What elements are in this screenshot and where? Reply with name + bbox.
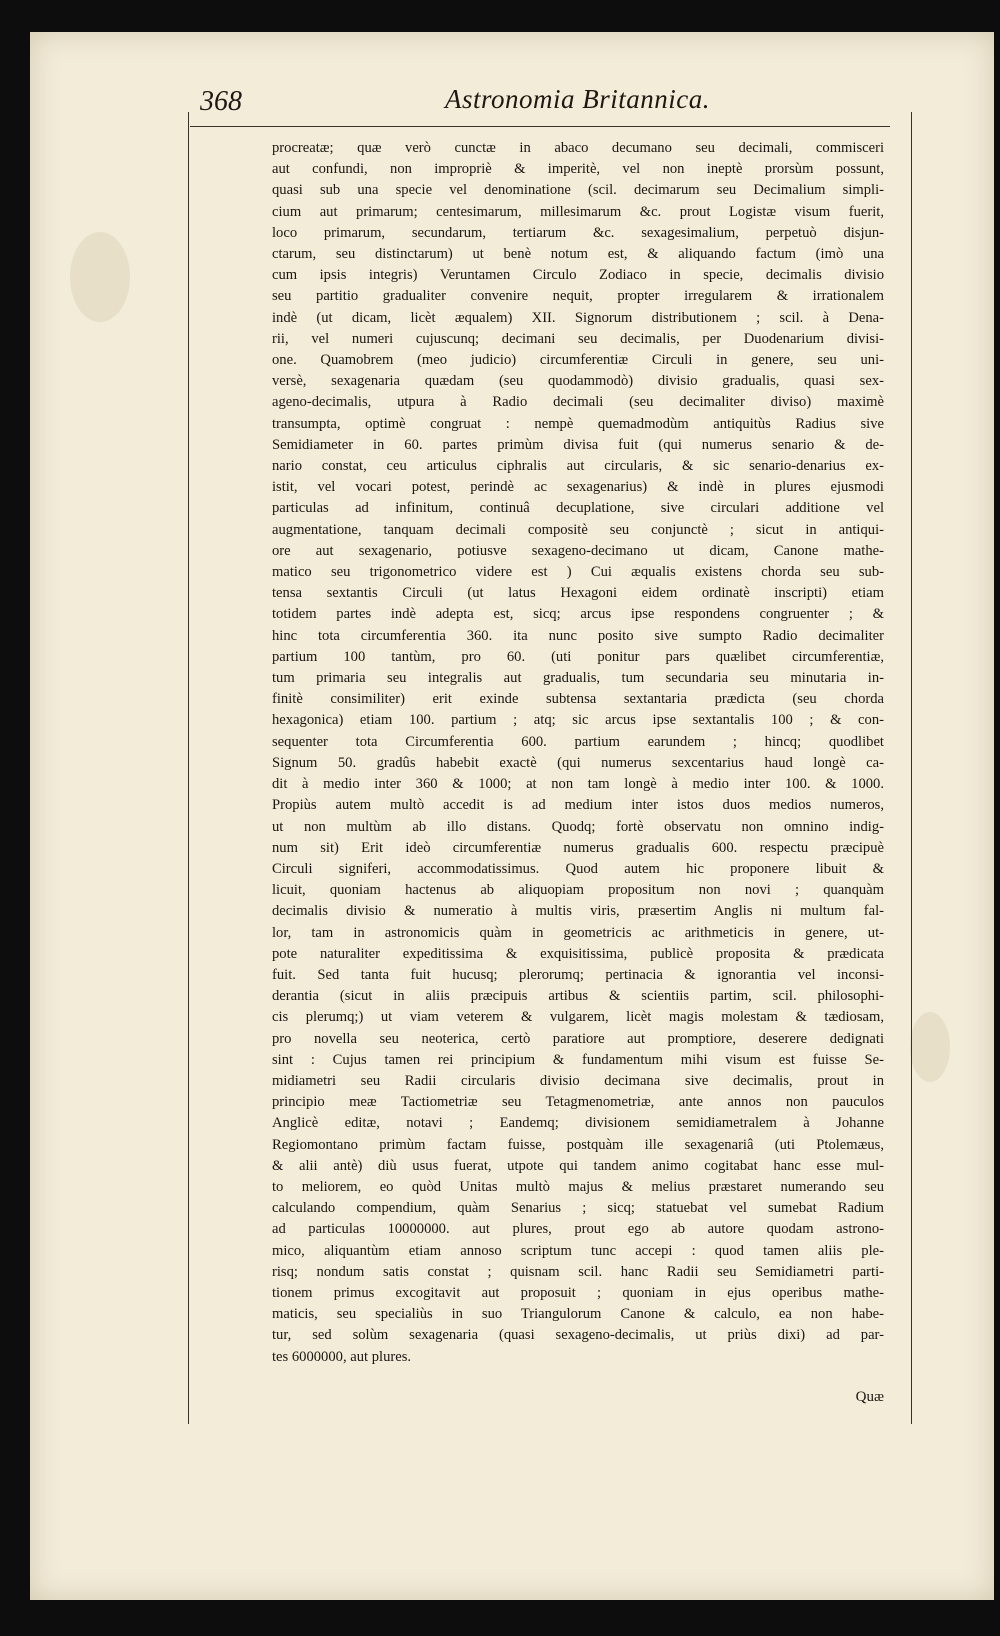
text-line: one. Quamobrem (meo judicio) circumferentiæ Circuli in genere, seu uni-: [272, 352, 884, 369]
text-line: particulas ad infinitum, continuâ decuplatione, sive circulari additione vel: [272, 500, 884, 517]
text-line: istit, vel vocari potest, perindè ac sexagenarius) & indè in plures ejusmodi: [272, 479, 884, 496]
text-line: seu partitio gradualiter convenire nequit, propter irregularem & irrationalem: [272, 288, 884, 305]
text-line: cis plerumq;) ut viam veterem & vulgarem, licèt magis molestam & tædiosam,: [272, 1009, 884, 1026]
text-line: decimalis divisio & numeratio à multis viris, præsertim Anglis ni multum fal-: [272, 903, 884, 920]
text-line: ut non multùm ab illo distans. Quodq; fortè observatu non omnino indig-: [272, 818, 884, 835]
text-line: calculando compendium, quàm Senarius ; sicq; statuebat vel sumebat Radium: [272, 1200, 884, 1217]
text-line: lor, tam in astronomicis quàm in geometricis ac arithmeticis in genere, ut-: [272, 924, 884, 941]
text-line: Propiùs autem multò accedit is ad medium inter istos duos medios numeros,: [272, 797, 884, 814]
text-line: indè (ut dicam, licèt æqualem) XII. Signorum distributionem ; scil. à Dena-: [272, 309, 884, 326]
text-line: ctarum, seu distinctarum) ut benè notum est, & aliquando factum (imò una: [272, 246, 884, 263]
page-header: [190, 78, 890, 128]
page-stain: [70, 232, 130, 322]
header-rule: [190, 126, 890, 127]
text-line: to meliorem, eo quòd Unitas multò majus & melius præstaret numerando seu: [272, 1178, 884, 1195]
text-line: augmentatione, tanquam decimali compositè seu conjunctè ; sicut in antiqui-: [272, 521, 884, 538]
catchword: Quæ: [855, 1389, 884, 1405]
text-line: matico seu trigonometrico videre est ) Cui æqualis existens chorda seu sub-: [272, 564, 884, 581]
text-line: pro novella seu neoterica, certò paratiore aut promptiore, deserere dedignati: [272, 1030, 884, 1047]
text-line: partium 100 tantùm, pro 60. (uti ponitur pars quælibet circumferentiæ,: [272, 648, 884, 665]
text-line: totidem partes indè adepta est, sicq; arcus ipse respondens congruenter ; &: [272, 606, 884, 623]
text-line: Regiomontano primùm factam fuisse, postquàm ille sexagenariâ (uti Ptolemæus,: [272, 1136, 884, 1153]
text-line: transumpta, optimè congruat : nempè quemadmodùm antiquitùs Radius sive: [272, 415, 884, 432]
text-line: maticis, seu specialiùs in suo Triangulorum Canone & calculo, ea non habe-: [272, 1306, 884, 1323]
body-text: [272, 138, 884, 1408]
text-line: nario constat, ceu articulus ciphralis aut circularis, & sic senario-denarius ex-: [272, 458, 884, 475]
text-line: Semidiameter in 60. partes primùm divisa fuit (qui numerus senario & de-: [272, 436, 884, 453]
text-line: principio meæ Tactiometriæ seu Tetagmenometriæ, ante annos non pauculos: [272, 1094, 884, 1111]
text-line: & alii antè) diù usus fuerat, utpote qui tandem animo cogitabat hanc esse mul-: [272, 1157, 884, 1174]
text-line: Signum 50. gradûs habebit exactè (qui numerus sexcentarius haud longè ca-: [272, 754, 884, 771]
text-line: dit à medio inter 360 & 1000; at non tam longè à medio inter 100. & 1000.: [272, 776, 884, 793]
page-number: 368: [200, 86, 242, 117]
text-line: licuit, quoniam hactenus ab aliquopiam propositum non novi ; quanquàm: [272, 882, 884, 899]
text-line: hexagonica) etiam 100. partium ; atq; sic arcus ipse sextantalis 100 ; & con-: [272, 712, 884, 729]
text-line: midiametri seu Radii circularis divisio decimana sive decimalis, prout in: [272, 1072, 884, 1089]
text-line: Circuli signiferi, accommodatissimus. Quod autem hic proponere libuit &: [272, 860, 884, 877]
text-line: quasi sub una specie vel denominatione (scil. decimarum seu Decimalium simpli-: [272, 182, 884, 199]
text-line: tensa sextantis Circuli (ut latus Hexagoni eidem ordinatè inscripti) etiam: [272, 585, 884, 602]
text-line: hinc tota circumferentia 360. ita nunc posito sive sumpto Radio decimaliter: [272, 627, 884, 644]
text-line: cium aut primarum; centesimarum, millesimarum &c. prout Logistæ visum fuerit,: [272, 203, 884, 220]
text-line: versè, sexagenaria quædam (seu quodammodò) divisio gradualis, quasi sex-: [272, 373, 884, 390]
text-line: Anglicè editæ, notavi ; Eandemq; divisionem semidiametralem à Johanne: [272, 1115, 884, 1132]
text-line: finitè consimiliter) erit exinde subtensa sextantaria prædicta (seu chorda: [272, 691, 884, 708]
text-line: tum primaria seu integralis aut gradualis, tum secundaria seu minutaria in-: [272, 670, 884, 687]
text-line: tur, sed solùm sexagenaria (quasi sexageno-decimalis, ut priùs dixi) ad par-: [272, 1327, 884, 1344]
text-line: procreatæ; quæ verò cunctæ in abaco decumano seu decimali, commisceri: [272, 140, 884, 156]
text-line: fuit. Sed tanta fuit hucusq; plerorumq; pertinacia & ignorantia vel inconsi-: [272, 966, 884, 983]
text-line: pote naturaliter expeditissima & exquisitissima, publicè proposita & prædicata: [272, 945, 884, 962]
text-line: loco primarum, secundarum, tertiarum &c. sexagesimalium, perpetuò disjun-: [272, 224, 884, 241]
page-stain: [910, 1012, 950, 1082]
text-line: tionem primus excogitavit aut proposuit ; quoniam in ejus operibus mathe-: [272, 1284, 884, 1301]
text-line: aut confundi, non impropriè & imperitè, vel non ineptè prorsùm possunt,: [272, 161, 884, 178]
text-line: sint : Cujus tamen rei principium & fundamentum mihi visum est fuisse Se-: [272, 1051, 884, 1068]
running-title: Astronomia Britannica.: [445, 84, 710, 114]
text-line: cum ipsis integris) Veruntamen Circulo Zodiaco in specie, decimalis divisio: [272, 267, 884, 284]
text-line: num sit) Erit ideò circumferentiæ numerus gradualis 600. respectu præcipuè: [272, 839, 884, 856]
text-line: ore aut sexagenario, potiusve sexageno-decimano ut dicam, Canone mathe-: [272, 542, 884, 559]
text-line: risq; nondum satis constat ; quisnam scil. hanc Radii seu Semidiametri parti-: [272, 1263, 884, 1280]
text-line: sequenter tota Circumferentia 600. partium earundem ; hincq; quodlibet: [272, 733, 884, 750]
text-line: ad particulas 10000000. aut plures, prout ego ab autore quodam astrono-: [272, 1221, 884, 1238]
text-line: mico, aliquantùm etiam annoso scriptum tunc accepi : quod tamen aliis ple-: [272, 1242, 884, 1259]
text-line: derantia (sicut in aliis præcipuis artibus & scientiis partim, scil. philosophi-: [272, 988, 884, 1005]
text-line: rii, vel numeri cujuscunq; decimani seu decimalis, per Duodenarium divisi-: [272, 330, 884, 347]
text-line: tes 6000000, aut plures.: [272, 1348, 412, 1365]
text-line: ageno-decimalis, utpura à Radio decimali (seu decimaliter diviso) maximè: [272, 394, 884, 411]
